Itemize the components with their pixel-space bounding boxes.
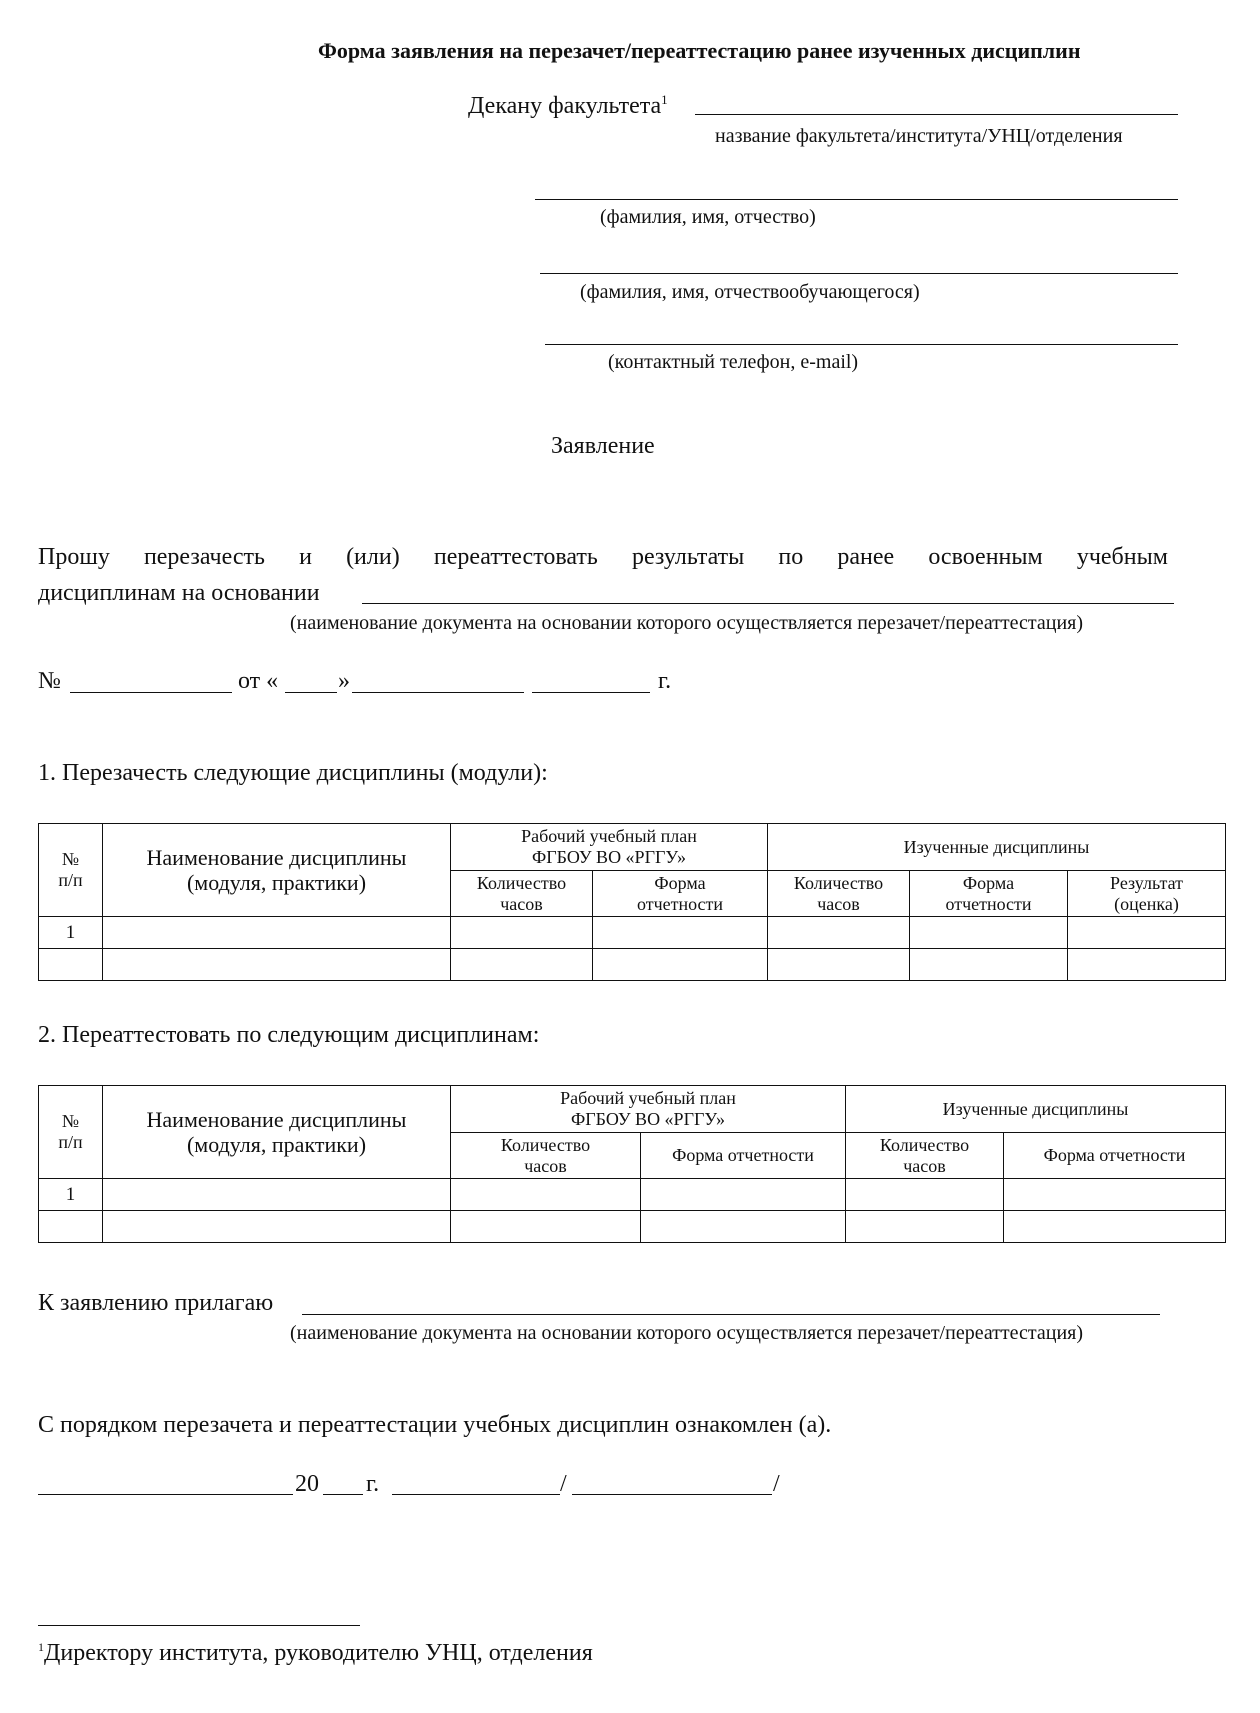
table-cell[interactable]	[768, 917, 910, 949]
section2-heading: 2. Переаттестовать по следующим дисциплинам:	[38, 1022, 540, 1048]
col-header-result: Результат (оценка)	[1068, 871, 1226, 917]
table-cell[interactable]	[768, 949, 910, 981]
year-field-line[interactable]	[532, 692, 650, 693]
request-line-2: дисциплинам на основании	[38, 580, 320, 606]
signature-year-suffix: г.	[366, 1471, 380, 1497]
fio-field-line[interactable]	[535, 199, 1178, 200]
col-group-plan: Рабочий учебный план ФГБОУ ВО «РГГУ»	[451, 824, 768, 871]
table-cell[interactable]	[451, 949, 593, 981]
table-cell[interactable]	[910, 949, 1068, 981]
table-cell[interactable]	[39, 949, 103, 981]
form-title: Форма заявления на перезачет/переаттестацию ранее изученных дисциплин	[318, 38, 1081, 63]
table-cell[interactable]	[593, 949, 768, 981]
table-cell[interactable]	[641, 1211, 846, 1243]
footnote-divider	[38, 1625, 360, 1626]
document-number-field-line[interactable]	[70, 692, 232, 693]
table-cell[interactable]	[1004, 1211, 1226, 1243]
col-header-plan-form: Форма отчетности	[641, 1133, 846, 1179]
dean-label: Декану факультета$^1$	[468, 92, 668, 119]
footnote-mark: 1	[661, 92, 668, 107]
table-cell[interactable]	[103, 1211, 451, 1243]
name-decoding-field-line[interactable]	[572, 1494, 772, 1495]
table-cell[interactable]	[103, 917, 451, 949]
acknowledge-text: С порядком перезачета и переаттестации учебных дисциплин ознакомлен (а).	[38, 1412, 832, 1438]
table-cell[interactable]	[641, 1179, 846, 1211]
table-cell[interactable]	[451, 1179, 641, 1211]
day-field-line[interactable]	[285, 692, 337, 693]
contact-caption: (контактный телефон, e-mail)	[608, 351, 859, 373]
signature-field-line[interactable]	[392, 1494, 560, 1495]
attach-label: К заявлению прилагаю	[38, 1290, 274, 1316]
century-label: 20	[295, 1471, 319, 1497]
table-row	[39, 917, 1226, 949]
faculty-field-line[interactable]	[695, 114, 1178, 115]
date-day-month-field-line[interactable]	[38, 1494, 293, 1495]
col-header-plan-hours: Количество часов	[451, 1133, 641, 1179]
year-suffix: г.	[658, 668, 672, 694]
reattestation-table	[38, 1085, 1226, 1243]
footnote	[38, 1640, 593, 1667]
faculty-caption: название факультета/института/УНЦ/отделения	[715, 125, 1123, 147]
attachment-field-line[interactable]	[302, 1314, 1160, 1315]
basis-document-field-line[interactable]	[362, 603, 1174, 604]
col-header-studied-hours: Количество часов	[846, 1133, 1004, 1179]
table-cell[interactable]	[103, 949, 451, 981]
basis-document-caption: (наименование документа на основании которого осуществляется перезачет/переаттестация)	[290, 612, 1084, 634]
col-header-name: Наименование дисциплины (модуля, практики)	[103, 1086, 451, 1179]
col-header-plan-hours: Количество часов	[451, 871, 593, 917]
request-line-1: Прошу перезачесть и (или) переаттестовать результаты по ранее освоенным учебным	[38, 544, 1168, 570]
table-cell[interactable]	[593, 917, 768, 949]
table-row	[39, 1179, 1226, 1211]
col-header-studied-form: Форма отчетности	[1004, 1133, 1226, 1179]
table-cell[interactable]	[846, 1179, 1004, 1211]
col-header-studied-form: Форма отчетности	[910, 871, 1068, 917]
col-header-plan-form: Форма отчетности	[593, 871, 768, 917]
col-group-studied: Изученные дисциплины	[846, 1086, 1226, 1133]
col-header-name: Наименование дисциплины (модуля, практики)	[103, 824, 451, 917]
contact-field-line[interactable]	[545, 344, 1178, 345]
table-row	[39, 1211, 1226, 1243]
table-cell[interactable]	[846, 1211, 1004, 1243]
date-close-quote: »	[338, 668, 350, 694]
col-header-num: № п/п	[39, 824, 103, 917]
attachment-caption: (наименование документа на основании которого осуществляется перезачет/переаттестация)	[290, 1322, 1084, 1344]
col-group-studied: Изученные дисциплины	[768, 824, 1226, 871]
slash-separator-end: /	[773, 1471, 780, 1497]
slash-separator: /	[560, 1471, 567, 1497]
month-field-line[interactable]	[352, 692, 524, 693]
table-cell[interactable]	[451, 1211, 641, 1243]
footnote-mark: 1	[38, 1640, 44, 1654]
table-cell[interactable]	[39, 1211, 103, 1243]
fio-caption: (фамилия, имя, отчество)	[600, 206, 816, 228]
number-sign: №	[38, 668, 61, 694]
table-cell[interactable]	[103, 1179, 451, 1211]
student-caption: (фамилия, имя, отчествообучающегося)	[580, 281, 920, 303]
table-cell[interactable]	[1068, 917, 1226, 949]
col-group-plan: Рабочий учебный план ФГБОУ ВО «РГГУ»	[451, 1086, 846, 1133]
row-number: 1	[39, 917, 103, 949]
statement-title: Заявление	[551, 433, 655, 459]
table-cell[interactable]	[910, 917, 1068, 949]
table-cell[interactable]	[1068, 949, 1226, 981]
reassessment-credit-table	[38, 823, 1226, 981]
table-cell[interactable]	[1004, 1179, 1226, 1211]
col-header-num: № п/п	[39, 1086, 103, 1179]
signature-year-field-line[interactable]	[323, 1494, 363, 1495]
table-row	[39, 949, 1226, 981]
student-field-line[interactable]	[540, 273, 1178, 274]
table-cell[interactable]	[451, 917, 593, 949]
col-header-studied-hours: Количество часов	[768, 871, 910, 917]
footnote-text: Директору института, руководителю УНЦ, отделения	[44, 1640, 593, 1666]
section1-heading: 1. Перезачесть следующие дисциплины (модули):	[38, 760, 548, 786]
row-number: 1	[39, 1179, 103, 1211]
date-from-label: от «	[238, 668, 279, 694]
